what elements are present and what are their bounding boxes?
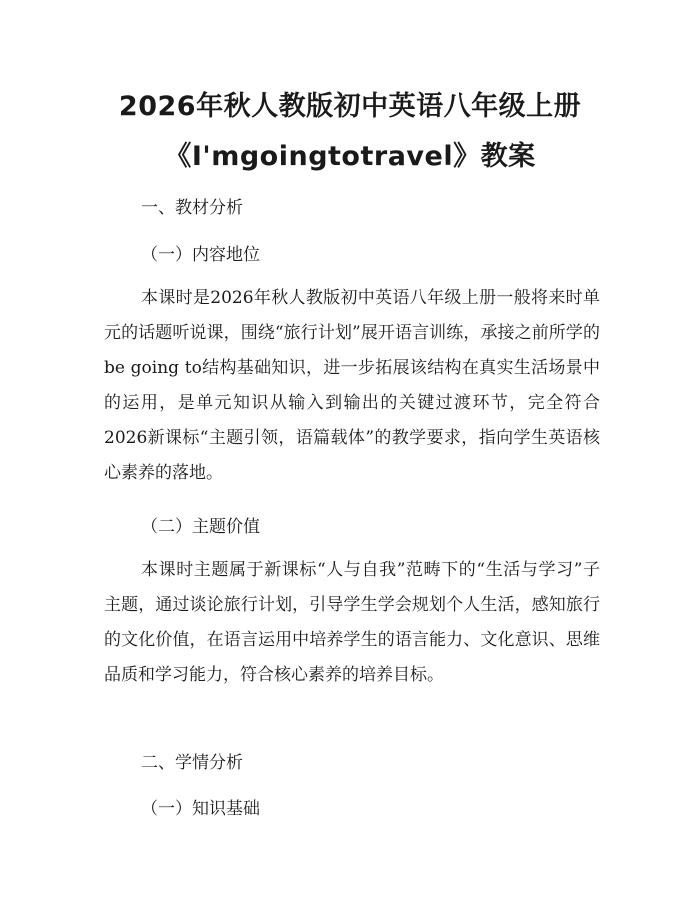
document-title-line2: 《I'mgoingtotravel》教案	[164, 141, 536, 172]
section2-heading: 二、学情分析	[141, 753, 243, 773]
section1-theme-value-paragraph: 本课时主题属于新课标“人与自我”范畴下的“生活与学习”子主题，通过谈论旅行计划，引导学生学会规划个人生活，感知旅行的文化价值，在语言运用中培养学生的语言能力、文化意识、思维品质和学习能力，符合核心素养的培养目标。	[104, 560, 600, 685]
section1-content-position-paragraph: 本课时是2026年秋人教版初中英语八年级上册一般将来时单元的话题听说课，围绕“旅行计划”展开语言训练，承接之前所学的be going to结构基础知识，进一步拓展该结构在真实生活场景中的运用，是单元知识从输入到输出的关键过渡环节，完全符合2026新课标“主题引领，语篇载体”的教学要求，指向学生英语核心素养的落地。	[104, 288, 600, 483]
document-title-line1: 2026年秋人教版初中英语八年级上册	[118, 91, 582, 122]
section1-subheading-theme-value: （二）主题价值	[141, 517, 260, 537]
section1-subheading-content-position: （一）内容地位	[141, 245, 260, 265]
section1-heading: 一、教材分析	[141, 198, 243, 218]
section2-subheading-knowledge-base: （一）知识基础	[141, 799, 260, 819]
